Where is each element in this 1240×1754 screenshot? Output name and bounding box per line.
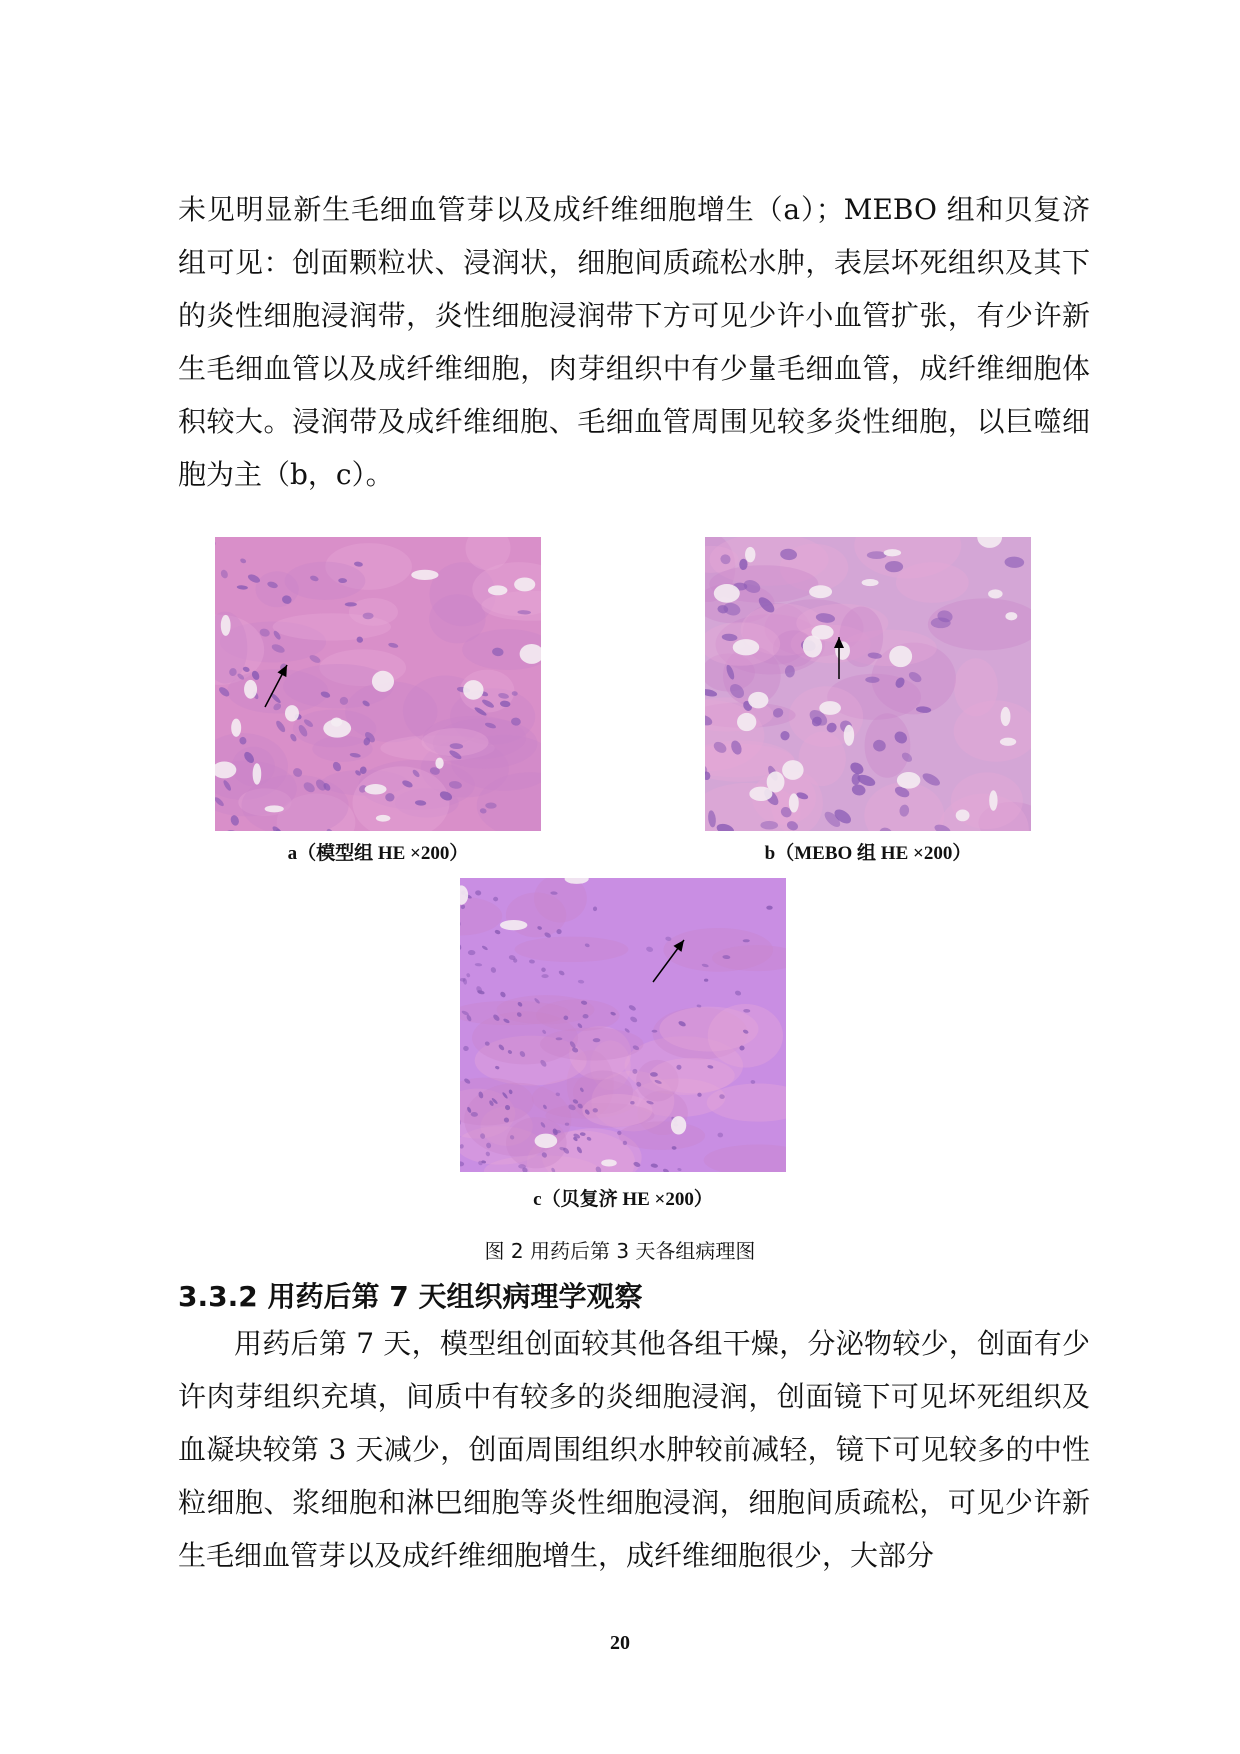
figure-caption-a: a（模型组 HE ×200） [287,843,469,864]
histology-image-b-svg [705,537,1031,831]
figure-caption-b: b（MEBO 组 HE ×200） [764,843,972,864]
body-paragraph-1: 未见明显新生毛细血管芽以及成纤维细胞增生（a）；MEBO 组和贝复济组可见：创面颗粒状、浸润状，细胞间质疏松水肿，表层坏死组织及其下的炎性细胞浸润带，炎性细胞浸润带下方可见少许小血管扩张，有少许新生毛细血管以及成纤维细胞，肉芽组织中有少量毛细血管，成纤维细胞体积较大。浸润带及成纤维细胞、毛细血管周围见较多炎性细胞，以巨噬细胞为主（b，c）。 [178,193,1090,491]
histology-image-a-svg [215,537,541,831]
section-heading: 3.3.2 用药后第 7 天组织病理学观察 [178,1280,643,1313]
histology-image-c [460,878,786,1172]
figure-caption-c: c（贝复济 HE ×200） [533,1189,713,1210]
figure-title: 图 2 用药后第 3 天各组病理图 [484,1239,756,1263]
page-number: 20 [610,1632,630,1654]
histology-image-a [215,537,541,831]
histology-image-b [705,537,1031,831]
histology-image-c-svg [460,878,786,1172]
body-paragraph-2: 用药后第 7 天，模型组创面较其他各组干燥，分泌物较少，创面有少许肉芽组织充填，间质中有较多的炎细胞浸润，创面镜下可见坏死组织及血凝块较第 3 天减少，创面周围组织水肿较前减轻，镜下可见较多的中性粒细胞、浆细胞和淋巴细胞等炎性细胞浸润，细胞间质疏松，可见少许新生毛细血管芽以及成纤维细胞增生，成纤维细胞很少，大部分 [178,1327,1090,1572]
